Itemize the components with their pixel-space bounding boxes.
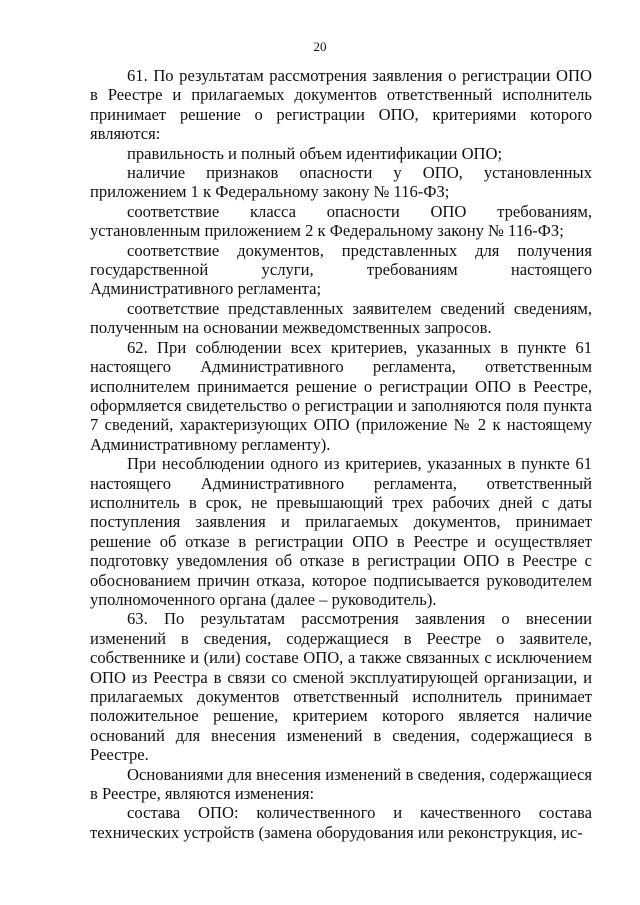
list-item-identification: правильность и полный объем идентификации ОПО; [127, 143, 503, 163]
paragraph-61: 61. По результатам рассмотрения заявления о регистрации ОПО в Реестре и прилагаемых документов ответственный исполнитель принимает решение о регистрации ОПО, критериями которого являются: [90, 66, 592, 144]
list-item-composition: состава ОПО: количественного и качественного состава технических устройств (замена оборудования или реконструкция, ис- [90, 803, 592, 842]
document-body [90, 66, 592, 842]
list-item-hazard-class: соответствие класса опасности ОПО требованиям, установленным приложением 2 к Федеральному закону № 116-ФЗ; [90, 201, 592, 241]
paragraph-refusal: При несоблюдении одного из критериев, указанных в пункте 61 настоящего Административного регламента, ответственный исполнитель в срок, не превышающий трех рабочих дней с даты поступления заявления и прилагаемых документов, принимает решение об отказе в регистрации ОПО в Реестре и осуществляет подготовку уведомления об отказе в регистрации ОПО в Реестре с обоснованием причин отказа, которое подписывается руководителем уполномоченного органа (далее – руководитель). [90, 454, 592, 609]
list-item-interagency: соответствие представленных заявителем сведений сведениям, полученным на основании межведомственных запросов. [90, 298, 592, 338]
paragraph-62: 62. При соблюдении всех критериев, указанных в пункте 61 настоящего Административного регламента, ответственным исполнителем принимается решение о регистрации ОПО в Реестре, оформляется свидетельство о регистрации и заполняются поля пункта 7 сведений, характеризующих ОПО (приложение № 2 к настоящему Административному регламенту). [90, 337, 592, 454]
list-item-documents: соответствие документов, представленных для получения государственной услуги, требованиям настоящего Административного регламента; [90, 240, 592, 299]
list-item-hazard-signs: наличие признаков опасности у ОПО, установленных приложением 1 к Федеральному закону № 116-ФЗ; [90, 163, 592, 202]
paragraph-grounds: Основаниями для внесения изменений в сведения, содержащиеся в Реестре, являются изменения: [90, 764, 592, 804]
paragraph-63: 63. По результатам рассмотрения заявления о внесении изменений в сведения, содержащиеся в Реестре о заявителе, собственнике и (или) составе ОПО, а также связанных с исключением ОПО из Реестра в связи со сменой эксплуатирующей организации, и прилагаемых документов ответственный исполнитель принимает положительное решение, критерием которого является наличие оснований для внесения изменений в сведения, содержащиеся в Реестре. [90, 609, 592, 765]
page-number: 20 [313, 39, 327, 54]
